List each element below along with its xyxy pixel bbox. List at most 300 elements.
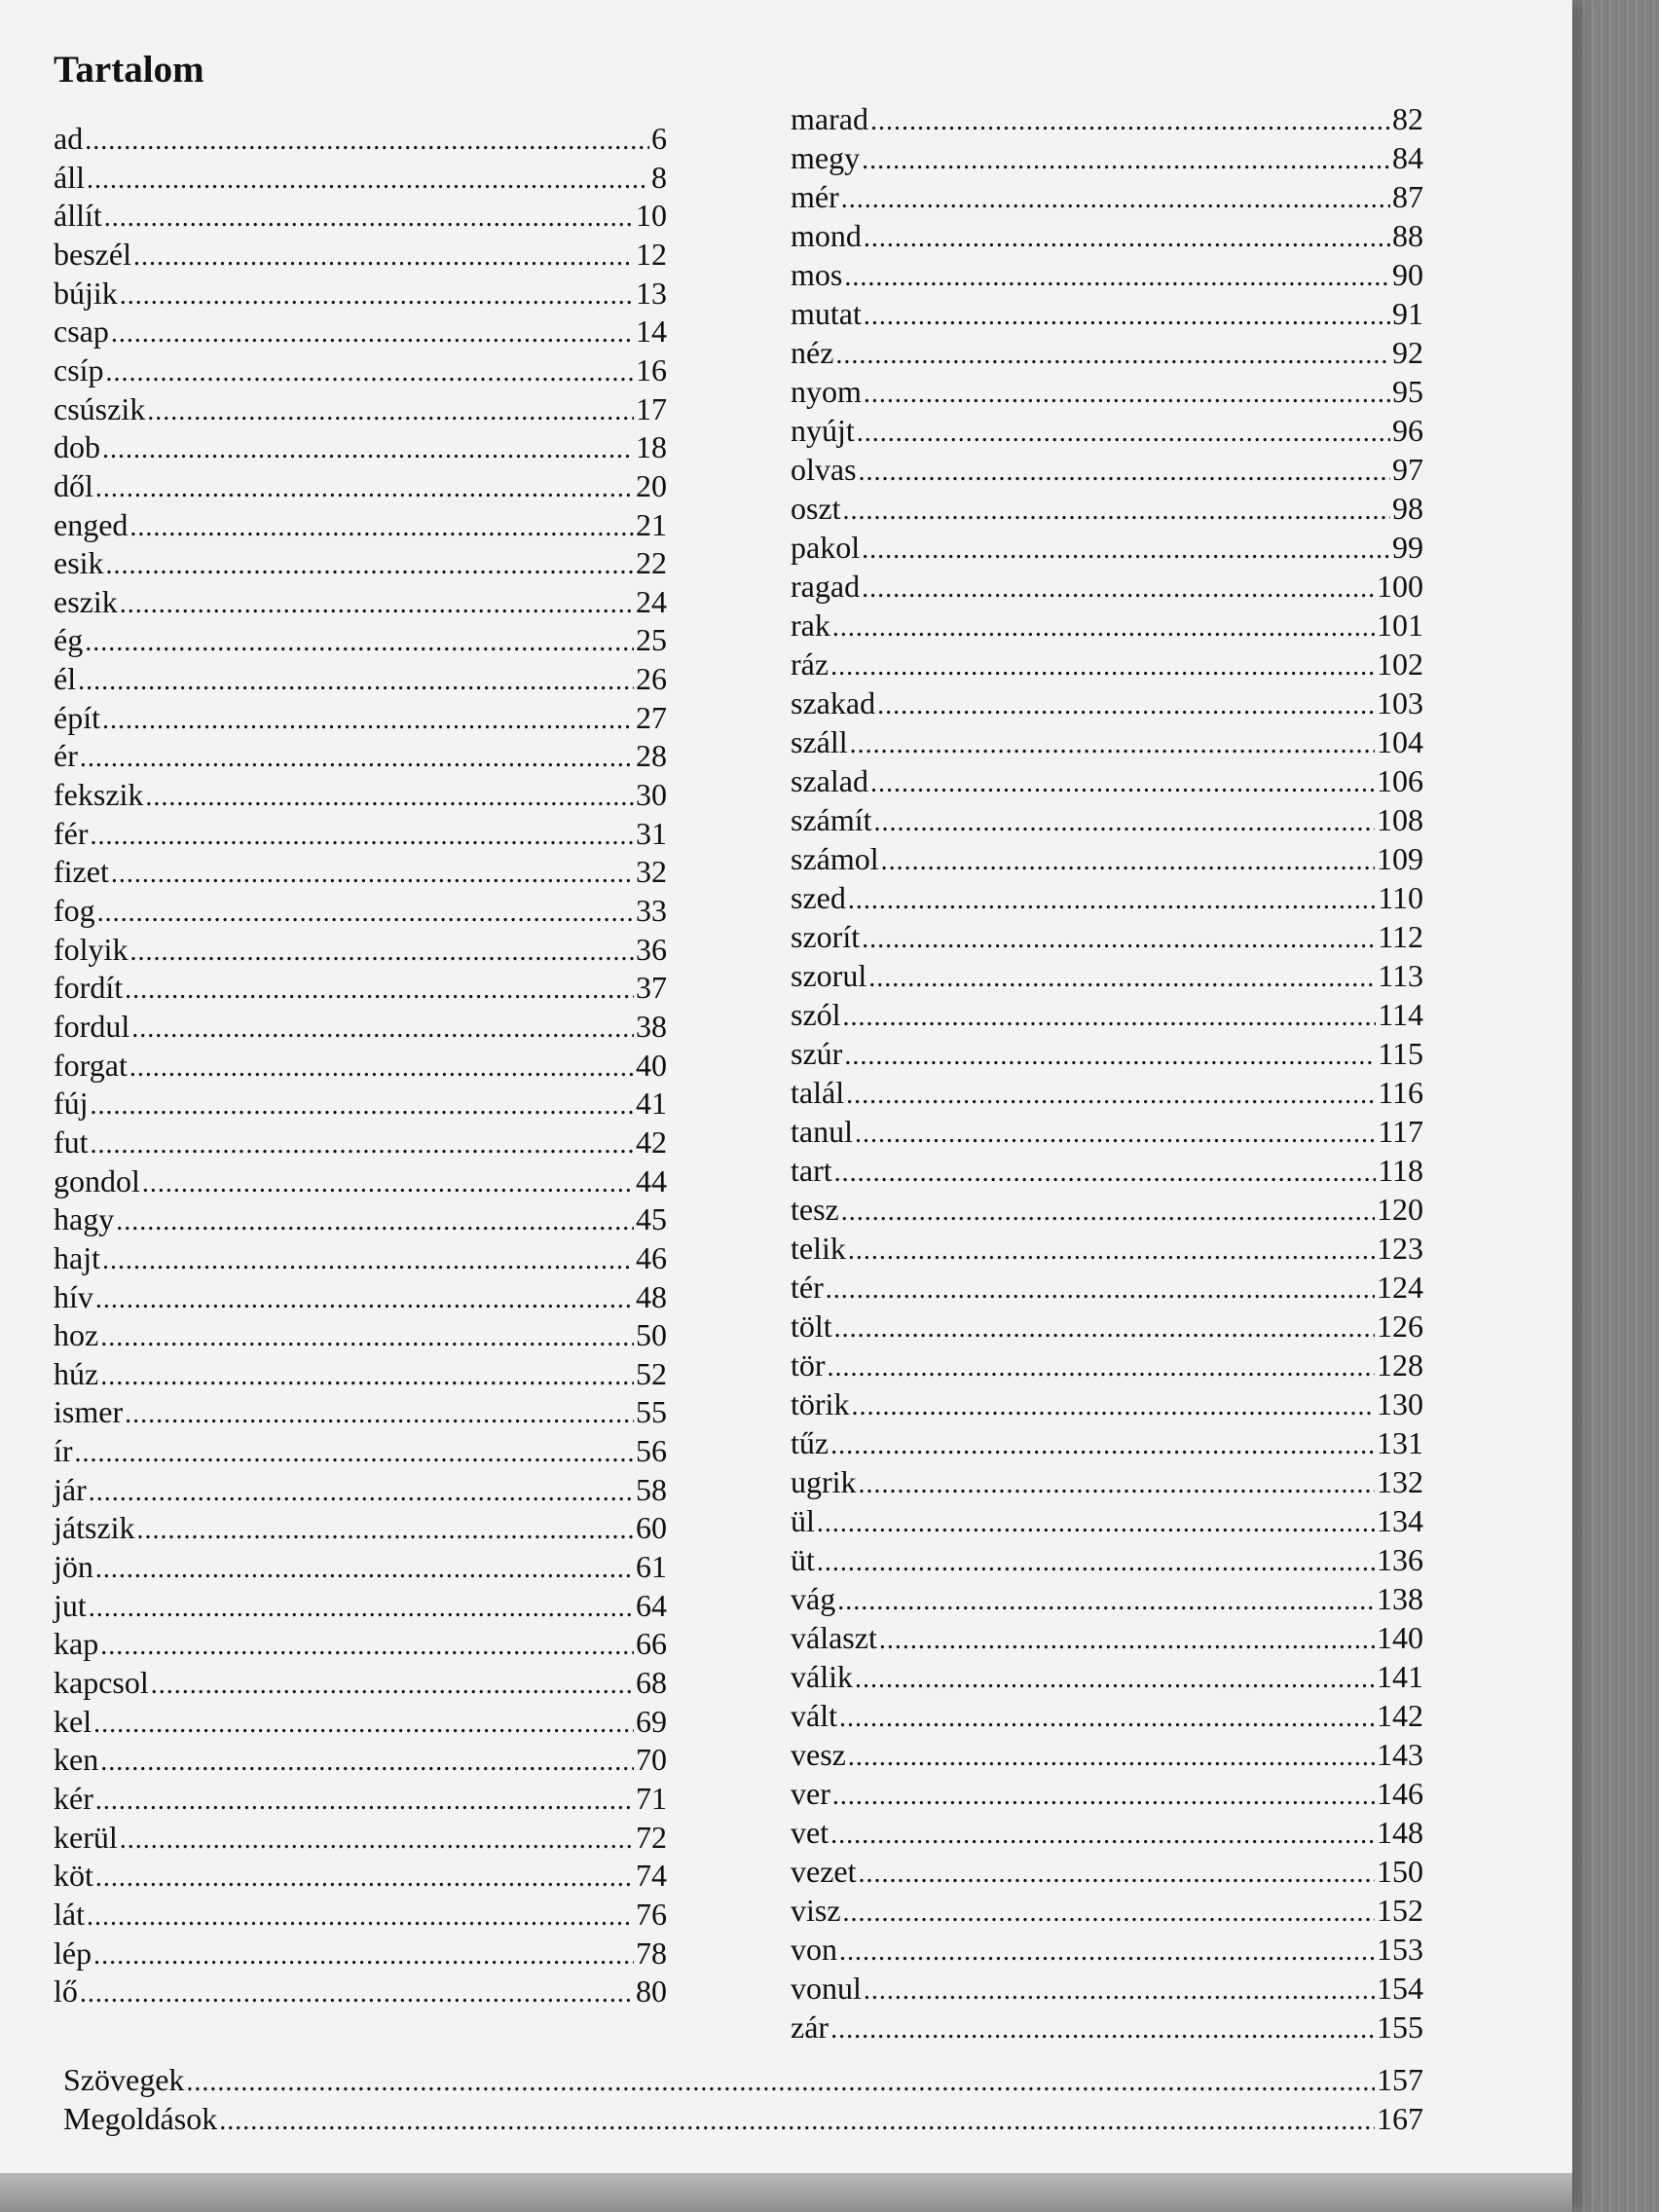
toc-entry-word: fordul <box>54 1008 130 1044</box>
toc-dot-leader <box>837 1582 1375 1621</box>
toc-dot-leader <box>151 1666 634 1705</box>
toc-dot-leader <box>100 1318 634 1357</box>
toc-entry-word: gondol <box>54 1162 140 1198</box>
toc-entry-word: számol <box>791 841 879 876</box>
toc-entry-word: néz <box>791 335 834 370</box>
toc-entry <box>791 956 1423 995</box>
toc-entry-page-number: 103 <box>1377 685 1423 720</box>
toc-entry-page-number: 41 <box>636 1086 667 1122</box>
toc-dot-leader <box>877 686 1375 725</box>
toc-entry-word: megy <box>791 140 861 175</box>
toc-dot-leader <box>864 375 1390 414</box>
toc-entry-word: marad <box>791 101 868 136</box>
toc-dot-leader <box>826 1271 1375 1309</box>
toc-entry <box>54 1392 667 1431</box>
toc-entry <box>791 567 1423 606</box>
toc-entry-word: Megoldások <box>63 2101 218 2136</box>
toc-dot-leader <box>832 608 1375 647</box>
toc-entry <box>791 1540 1423 1579</box>
toc-dot-leader <box>95 469 634 508</box>
toc-entry-page-number: 58 <box>636 1471 667 1507</box>
toc-dot-leader <box>104 199 634 238</box>
toc-entry-page-number: 24 <box>636 583 667 619</box>
toc-dot-leader <box>102 701 634 740</box>
toc-entry-page-number: 45 <box>636 1201 667 1237</box>
toc-entry-page-number: 102 <box>1377 646 1423 682</box>
toc-entry <box>791 839 1423 878</box>
toc-entry <box>791 1229 1423 1268</box>
toc-dot-leader <box>102 1241 634 1280</box>
toc-dot-leader <box>120 276 634 315</box>
toc-entry-word: hagy <box>54 1201 115 1237</box>
toc-entry <box>54 274 667 313</box>
toc-entry-page-number: 97 <box>1392 452 1423 487</box>
toc-dot-leader <box>89 1589 634 1628</box>
toc-entry-page-number: 116 <box>1378 1075 1423 1110</box>
toc-dot-leader <box>91 1125 634 1164</box>
toc-dot-leader <box>843 998 1377 1037</box>
toc-entry <box>791 1501 1423 1540</box>
toc-entry-page-number: 115 <box>1378 1036 1423 1071</box>
toc-dot-leader <box>95 1782 634 1821</box>
toc-dot-leader <box>129 1049 634 1088</box>
toc-entry <box>54 1161 667 1200</box>
toc-entry-word: oszt <box>791 491 841 526</box>
toc-entry <box>791 294 1423 333</box>
toc-entry <box>791 1930 1423 1969</box>
toc-entry <box>791 1190 1423 1229</box>
toc-entry-word: telik <box>791 1231 846 1266</box>
toc-dot-leader <box>835 336 1390 375</box>
toc-entry-page-number: 110 <box>1378 880 1423 915</box>
toc-entry <box>791 1579 1423 1618</box>
toc-dot-leader <box>859 1465 1375 1504</box>
toc-dot-leader <box>85 122 649 161</box>
toc-entry <box>791 761 1423 800</box>
toc-dot-leader <box>142 1164 634 1203</box>
toc-entry-word: fut <box>54 1124 89 1160</box>
toc-entry <box>791 411 1423 450</box>
toc-entry-word: játszik <box>54 1510 135 1546</box>
toc-entry-page-number: 101 <box>1377 608 1423 643</box>
toc-entry-page-number: 31 <box>636 815 667 851</box>
toc-entry <box>54 1007 667 1046</box>
toc-entry-word: dől <box>54 467 93 503</box>
toc-dot-leader <box>87 1898 634 1936</box>
toc-entry <box>54 1046 667 1085</box>
toc-dot-leader <box>91 817 634 856</box>
toc-entry-word: ráz <box>791 646 830 682</box>
toc-dot-leader <box>843 1894 1375 1933</box>
toc-entry-word: tesz <box>791 1192 839 1227</box>
toc-dot-leader <box>843 492 1390 531</box>
toc-entry-word: olvas <box>791 452 857 487</box>
toc-entry-word: ég <box>54 622 84 658</box>
toc-entry-page-number: 55 <box>636 1394 667 1430</box>
toc-entry-page-number: 72 <box>636 1819 667 1855</box>
toc-entry-word: enged <box>54 506 129 542</box>
toc-entry <box>791 1813 1423 1852</box>
toc-entry-word: zár <box>791 2009 830 2045</box>
toc-entry-word: nyom <box>791 374 862 409</box>
toc-entry-word: bújik <box>54 275 118 311</box>
toc-entry-page-number: 6 <box>651 121 667 156</box>
toc-entry <box>54 1895 667 1934</box>
toc-entry <box>791 1774 1423 1813</box>
toc-dot-leader <box>846 1076 1376 1115</box>
toc-dot-leader <box>834 1309 1375 1348</box>
toc-entry <box>54 1470 667 1509</box>
toc-dot-leader <box>862 531 1390 570</box>
toc-entry-page-number: 66 <box>636 1626 667 1662</box>
toc-entry-page-number: 27 <box>636 699 667 735</box>
toc-entry-page-number: 104 <box>1377 724 1423 759</box>
toc-entry-word: fér <box>54 815 89 851</box>
toc-dot-leader <box>147 392 634 431</box>
toc-dot-leader <box>864 219 1390 258</box>
toc-dot-leader <box>129 508 634 547</box>
toc-dot-leader <box>93 1705 634 1744</box>
toc-entry <box>791 216 1423 255</box>
toc-dot-leader <box>839 1699 1375 1738</box>
toc-dot-leader <box>850 725 1375 764</box>
toc-dot-leader <box>859 453 1390 492</box>
toc-entry-page-number: 123 <box>1377 1231 1423 1266</box>
toc-entry-page-number: 71 <box>636 1780 667 1816</box>
toc-dot-leader <box>145 778 634 817</box>
toc-entry-word: tanul <box>791 1114 853 1149</box>
toc-dot-leader <box>870 102 1390 141</box>
toc-entry <box>54 1431 667 1470</box>
toc-entry-page-number: 60 <box>636 1510 667 1546</box>
toc-entry <box>791 722 1423 761</box>
page-bottom-shadow <box>0 2173 1572 2212</box>
toc-entry-word: számít <box>791 802 872 837</box>
toc-entry-word: talál <box>791 1075 845 1110</box>
toc-entry-word: ér <box>54 738 78 774</box>
toc-entry-page-number: 167 <box>1377 2101 1423 2136</box>
toc-entry-word: csíp <box>54 351 104 387</box>
toc-entry-page-number: 114 <box>1378 997 1423 1032</box>
toc-dot-leader <box>137 1511 634 1550</box>
toc-entry-word: szúr <box>791 1036 843 1071</box>
toc-entry-page-number: 113 <box>1378 958 1423 993</box>
toc-entry-page-number: 21 <box>636 506 667 542</box>
toc-entry-word: kerül <box>54 1819 118 1855</box>
toc-entry-word: szól <box>791 997 841 1032</box>
toc-entry <box>54 1586 667 1625</box>
toc-entry-page-number: 14 <box>636 313 667 350</box>
toc-entry-word: tart <box>791 1153 832 1188</box>
toc-entry <box>791 1891 1423 1930</box>
toc-entry-word: forgat <box>54 1047 128 1083</box>
toc-entry <box>791 1423 1423 1462</box>
toc-dot-leader <box>817 1543 1375 1582</box>
toc-entry-word: tör <box>791 1347 826 1382</box>
toc-entry-word: lát <box>54 1896 85 1932</box>
toc-entry <box>791 450 1423 489</box>
toc-entry-word: hoz <box>54 1317 99 1353</box>
toc-dot-leader <box>100 1743 634 1782</box>
toc-entry-page-number: 52 <box>636 1355 667 1391</box>
toc-dot-leader <box>120 585 634 624</box>
toc-entry <box>791 1112 1423 1151</box>
toc-entry-page-number: 56 <box>636 1433 667 1469</box>
toc-entry <box>791 489 1423 528</box>
toc-entry-word: válik <box>791 1659 853 1694</box>
toc-entry-page-number: 134 <box>1377 1503 1423 1538</box>
toc-entry-word: fordít <box>54 970 124 1006</box>
toc-entry-word: fizet <box>54 854 109 890</box>
toc-entry-word: pakol <box>791 530 861 565</box>
toc-entry-page-number: 68 <box>636 1665 667 1700</box>
toc-entry-page-number: 30 <box>636 777 667 813</box>
toc-entry-word: ír <box>54 1433 73 1469</box>
toc-entry-page-number: 88 <box>1392 218 1423 253</box>
toc-entry-word: beszél <box>54 236 131 272</box>
toc-entry <box>54 659 667 698</box>
toc-dot-leader <box>125 971 634 1010</box>
toc-entry <box>791 177 1423 216</box>
toc-entry <box>791 1735 1423 1774</box>
toc-entry <box>54 1818 667 1857</box>
toc-dot-leader <box>832 1777 1375 1816</box>
toc-entry-word: mér <box>791 179 839 214</box>
toc-dot-leader <box>848 1738 1375 1777</box>
toc-entry-page-number: 143 <box>1377 1737 1423 1772</box>
toc-entry <box>54 1934 667 1972</box>
toc-entry <box>791 333 1423 372</box>
toc-entry-word: szalad <box>791 763 868 798</box>
toc-dot-leader <box>116 1202 634 1241</box>
toc-entry-page-number: 148 <box>1377 1815 1423 1850</box>
toc-entry-word: folyik <box>54 931 129 967</box>
toc-entry <box>54 968 667 1007</box>
toc-entry-word: lő <box>54 1973 78 2009</box>
toc-entry <box>54 158 667 197</box>
toc-entry-page-number: 10 <box>636 198 667 234</box>
toc-dot-leader <box>844 258 1390 297</box>
toc-entry-word: ugrik <box>791 1464 857 1499</box>
toc-entry-page-number: 132 <box>1377 1464 1423 1499</box>
toc-entry-page-number: 48 <box>636 1278 667 1314</box>
toc-entry-page-number: 146 <box>1377 1776 1423 1811</box>
toc-entry-page-number: 87 <box>1392 179 1423 214</box>
toc-entry-page-number: 74 <box>636 1858 667 1894</box>
toc-entry <box>54 1779 667 1818</box>
toc-entry <box>54 582 667 621</box>
toc-entry-page-number: 26 <box>636 661 667 697</box>
toc-entry-page-number: 28 <box>636 738 667 774</box>
toc-dot-leader <box>841 180 1390 219</box>
toc-entry <box>791 1657 1423 1696</box>
toc-entry-page-number: 44 <box>636 1162 667 1198</box>
toc-entry-page-number: 136 <box>1377 1542 1423 1577</box>
toc-entry-word: mond <box>791 218 862 253</box>
toc-entry <box>791 645 1423 683</box>
toc-entry <box>791 1151 1423 1190</box>
toc-entry-word: ver <box>791 1776 830 1811</box>
toc-entry-page-number: 36 <box>636 931 667 967</box>
toc-entry-page-number: 84 <box>1392 140 1423 175</box>
toc-entry <box>791 1696 1423 1735</box>
toc-entry-page-number: 90 <box>1392 257 1423 292</box>
toc-entry-page-number: 98 <box>1392 491 1423 526</box>
toc-entry <box>63 2099 1423 2138</box>
toc-entry-word: ismer <box>54 1394 124 1430</box>
toc-entry-page-number: 76 <box>636 1896 667 1932</box>
toc-entry-word: választ <box>791 1620 877 1655</box>
toc-dot-leader <box>125 1395 634 1434</box>
toc-entry-page-number: 37 <box>636 970 667 1006</box>
toc-entry <box>791 800 1423 839</box>
toc-entry-word: ragad <box>791 569 861 604</box>
toc-entry-page-number: 25 <box>636 622 667 658</box>
toc-entry-word: köt <box>54 1858 93 1894</box>
toc-dot-leader <box>87 161 649 200</box>
toc-entry-word: lép <box>54 1935 92 1971</box>
toc-entry <box>791 1073 1423 1112</box>
toc-entry <box>54 775 667 814</box>
toc-entry <box>54 1123 667 1161</box>
toc-entry-page-number: 95 <box>1392 374 1423 409</box>
toc-entry-page-number: 40 <box>636 1047 667 1083</box>
toc-entry <box>54 1238 667 1277</box>
toc-dot-leader <box>830 1426 1375 1465</box>
toc-entry-word: szed <box>791 880 846 915</box>
toc-entry <box>54 698 667 737</box>
toc-entry-word: esik <box>54 545 104 581</box>
toc-entry <box>791 255 1423 294</box>
toc-entry-word: visz <box>791 1893 841 1928</box>
toc-entry <box>54 1702 667 1741</box>
toc-entry-page-number: 108 <box>1377 802 1423 837</box>
toc-entry <box>54 543 667 582</box>
toc-dot-leader <box>862 920 1376 959</box>
toc-entry-page-number: 152 <box>1377 1893 1423 1928</box>
toc-dot-leader <box>102 430 634 469</box>
toc-dot-leader <box>131 1010 634 1049</box>
toc-dot-leader <box>100 1627 634 1666</box>
toc-entry-word: ken <box>54 1742 99 1778</box>
toc-dot-leader <box>848 881 1376 920</box>
toc-entry <box>791 606 1423 645</box>
toc-entry <box>54 389 667 428</box>
toc-entry <box>791 1346 1423 1384</box>
toc-entry-page-number: 33 <box>636 893 667 928</box>
toc-entry-page-number: 155 <box>1377 2009 1423 2045</box>
toc-entry <box>54 427 667 466</box>
toc-dot-leader <box>864 297 1390 336</box>
toc-entry <box>54 235 667 274</box>
toc-entry <box>63 2060 1423 2099</box>
toc-entry <box>54 1354 667 1393</box>
toc-dot-leader <box>817 1504 1375 1543</box>
toc-entry-word: ad <box>54 121 84 156</box>
toc-entry-word: mutat <box>791 296 862 331</box>
toc-dot-leader <box>120 1821 634 1860</box>
toc-dot-leader <box>859 1855 1376 1894</box>
toc-entry-page-number: 46 <box>636 1239 667 1275</box>
toc-dot-leader <box>80 1974 634 2013</box>
toc-dot-leader <box>111 855 634 894</box>
toc-entry-word: jár <box>54 1471 87 1507</box>
toc-dot-leader <box>879 1621 1375 1660</box>
toc-entry <box>54 1663 667 1702</box>
toc-entry-word: fekszik <box>54 777 144 813</box>
toc-entry-word: dob <box>54 429 100 465</box>
toc-entry-page-number: 120 <box>1377 1192 1423 1227</box>
toc-dot-leader <box>841 1193 1375 1232</box>
toc-entry-page-number: 150 <box>1377 1854 1423 1889</box>
toc-entry-page-number: 12 <box>636 236 667 272</box>
toc-entry <box>791 1034 1423 1073</box>
toc-entry <box>791 1852 1423 1891</box>
toc-entry-word: jut <box>54 1587 87 1623</box>
toc-entry-page-number: 112 <box>1378 919 1423 954</box>
toc-entry-word: vezet <box>791 1854 857 1889</box>
toc-dot-leader <box>129 933 634 972</box>
toc-entry-page-number: 138 <box>1377 1581 1423 1616</box>
toc-dot-leader <box>828 1348 1375 1387</box>
toc-entry <box>791 1384 1423 1423</box>
toc-entry-word: fúj <box>54 1086 89 1122</box>
toc-entry-page-number: 78 <box>636 1935 667 1971</box>
toc-entry-word: von <box>791 1932 837 1967</box>
toc-entry-word: eszik <box>54 583 118 619</box>
toc-dot-leader <box>100 1357 634 1396</box>
toc-entry-page-number: 18 <box>636 429 667 465</box>
toc-entry-word: szorít <box>791 919 861 954</box>
toc-entry-word: tér <box>791 1270 824 1305</box>
toc-dot-leader <box>881 842 1375 881</box>
toc-entry <box>791 1307 1423 1346</box>
toc-entry-page-number: 106 <box>1377 763 1423 798</box>
toc-entry-page-number: 70 <box>636 1742 667 1778</box>
toc-entry-word: tölt <box>791 1309 832 1344</box>
toc-dot-leader <box>219 2102 1375 2141</box>
toc-entry-word: ül <box>791 1503 815 1538</box>
toc-entry-page-number: 50 <box>636 1317 667 1353</box>
toc-entry <box>54 1199 667 1238</box>
toc-entry-word: vált <box>791 1698 837 1733</box>
toc-entry-word: nyújt <box>791 413 855 448</box>
toc-entry <box>54 1508 667 1547</box>
toc-dot-leader <box>830 647 1375 686</box>
toc-entry-page-number: 32 <box>636 854 667 890</box>
toc-entry <box>54 196 667 235</box>
toc-entry-word: fog <box>54 893 95 928</box>
toc-entry <box>54 1084 667 1123</box>
toc-entry-page-number: 82 <box>1392 101 1423 136</box>
toc-entry <box>54 119 667 158</box>
toc-entry-word: kap <box>54 1626 99 1662</box>
toc-entry-word: tűz <box>791 1425 830 1460</box>
toc-entry <box>54 466 667 505</box>
toc-dot-leader <box>95 1859 634 1898</box>
toc-entry <box>54 620 667 659</box>
toc-entry-page-number: 38 <box>636 1008 667 1044</box>
toc-dot-leader <box>830 2010 1375 2049</box>
toc-dot-leader <box>874 803 1375 842</box>
toc-dot-leader <box>95 1280 634 1319</box>
toc-entry-page-number: 141 <box>1377 1659 1423 1694</box>
toc-entry-page-number: 99 <box>1392 530 1423 565</box>
toc-entry-word: vonul <box>791 1971 862 2006</box>
toc-dot-leader <box>106 353 634 392</box>
toc-dot-leader <box>186 2063 1375 2102</box>
toc-dot-leader <box>870 764 1375 803</box>
